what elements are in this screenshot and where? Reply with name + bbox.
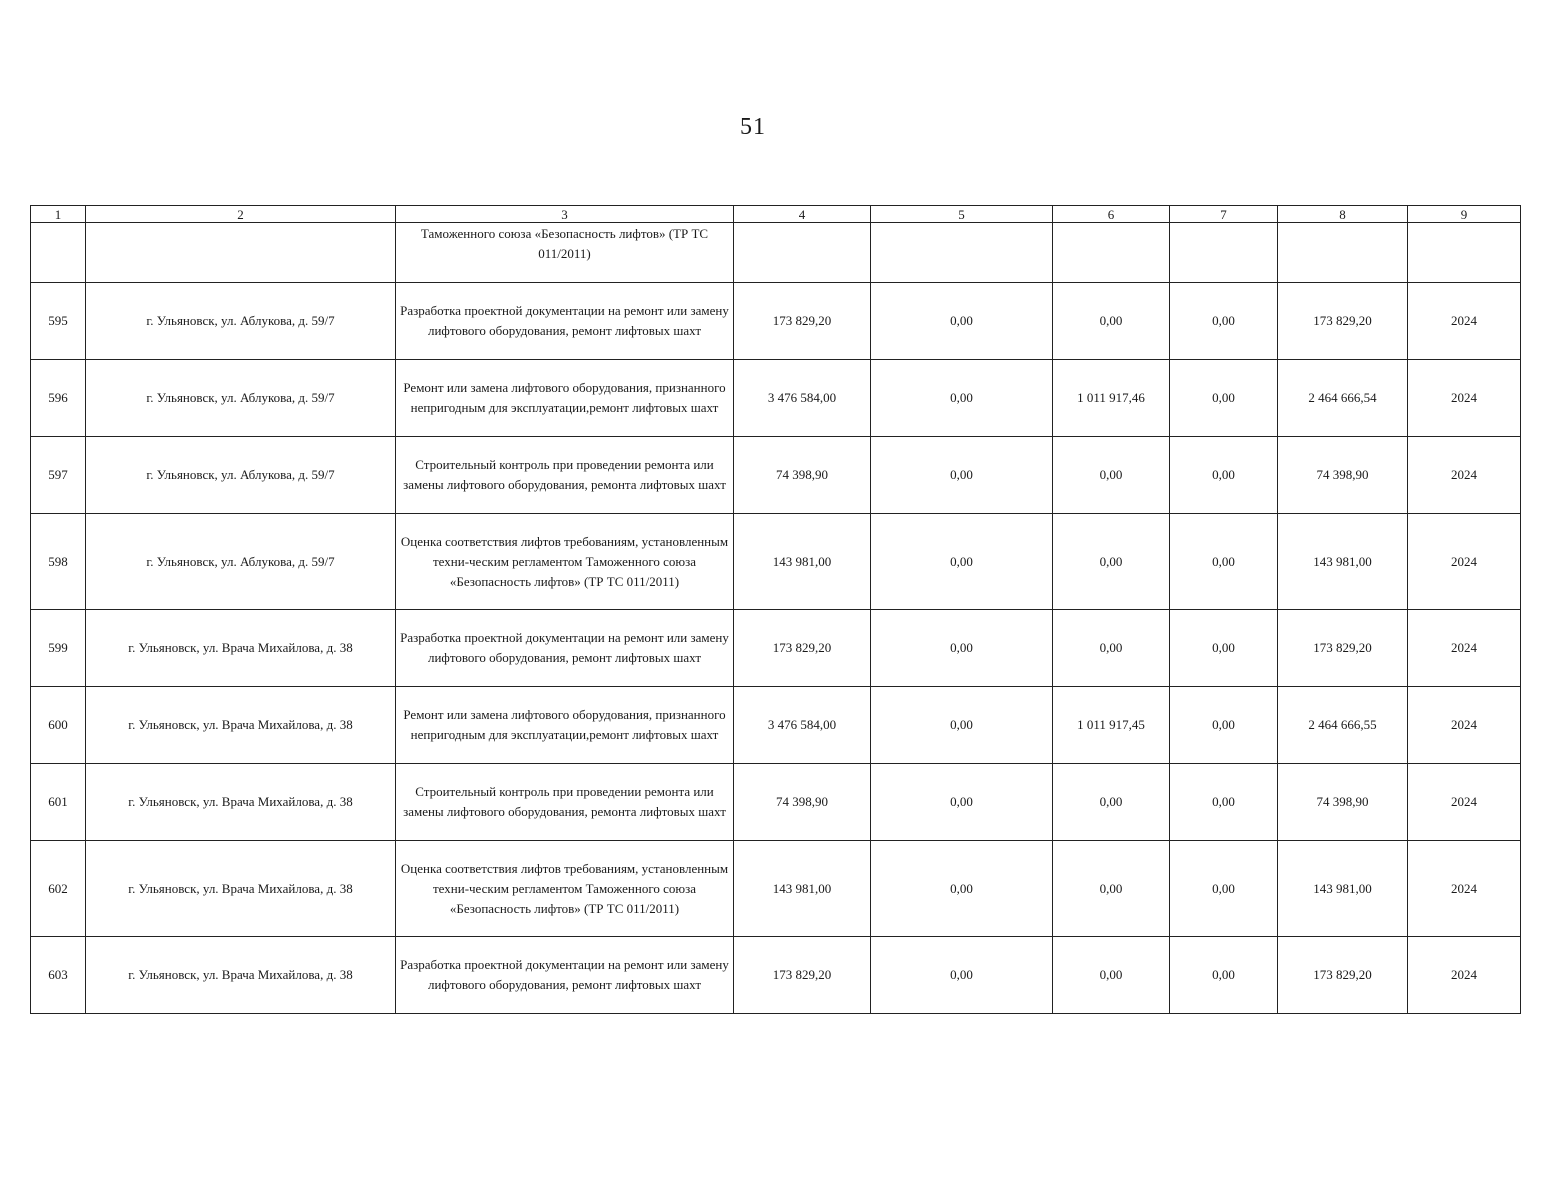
- work-type-cell: Оценка соответствия лифтов требованиям, установленным техни-ческим регламентом Таможенного союза «Безопасность лифтов» (ТР ТС 011/2011): [396, 841, 734, 937]
- empty-cell: [86, 223, 396, 283]
- amount-cell-col7: 0,00: [1170, 610, 1278, 687]
- amount-cell-col5: 0,00: [871, 437, 1053, 514]
- year-cell: 2024: [1408, 937, 1521, 1014]
- amount-cell-col6: 0,00: [1053, 283, 1170, 360]
- row-number: 603: [31, 937, 86, 1014]
- column-number: 7: [1170, 206, 1278, 223]
- table-row: [31, 610, 1521, 687]
- column-number: 5: [871, 206, 1053, 223]
- year-cell: 2024: [1408, 610, 1521, 687]
- amount-cell-col4: 3 476 584,00: [734, 687, 871, 764]
- year-cell: 2024: [1408, 437, 1521, 514]
- table-row: [31, 841, 1521, 937]
- amount-cell-col8: 2 464 666,54: [1278, 360, 1408, 437]
- table-row: [31, 937, 1521, 1014]
- table-row: [31, 514, 1521, 610]
- amount-cell-col4: 3 476 584,00: [734, 360, 871, 437]
- work-type-cell: Разработка проектной документации на ремонт или замену лифтового оборудования, ремонт лифтовых шахт: [396, 283, 734, 360]
- row-number: 596: [31, 360, 86, 437]
- year-cell: 2024: [1408, 764, 1521, 841]
- column-number: 6: [1053, 206, 1170, 223]
- column-number: 9: [1408, 206, 1521, 223]
- year-cell: 2024: [1408, 360, 1521, 437]
- column-number-row: [31, 206, 1521, 223]
- carryover-row: [31, 223, 1521, 283]
- amount-cell-col4: 173 829,20: [734, 937, 871, 1014]
- column-number: 4: [734, 206, 871, 223]
- amount-cell-col4: 173 829,20: [734, 283, 871, 360]
- amount-cell-col7: 0,00: [1170, 437, 1278, 514]
- page-number: 51: [740, 114, 766, 140]
- row-number: 601: [31, 764, 86, 841]
- amount-cell-col5: 0,00: [871, 514, 1053, 610]
- row-number: 597: [31, 437, 86, 514]
- row-number: 598: [31, 514, 86, 610]
- amount-cell-col4: 74 398,90: [734, 437, 871, 514]
- amount-cell-col5: 0,00: [871, 283, 1053, 360]
- row-number: 599: [31, 610, 86, 687]
- amount-cell-col6: 0,00: [1053, 764, 1170, 841]
- amount-cell-col6: 0,00: [1053, 937, 1170, 1014]
- amount-cell-col4: 143 981,00: [734, 841, 871, 937]
- row-number: 595: [31, 283, 86, 360]
- amount-cell-col5: 0,00: [871, 841, 1053, 937]
- amount-cell-col8: 74 398,90: [1278, 437, 1408, 514]
- address-cell: г. Ульяновск, ул. Врача Михайлова, д. 38: [86, 687, 396, 764]
- carryover-text: Таможенного союза «Безопасность лифтов» (ТР ТС 011/2011): [396, 223, 734, 283]
- amount-cell-col5: 0,00: [871, 764, 1053, 841]
- column-number: 3: [396, 206, 734, 223]
- column-number: 1: [31, 206, 86, 223]
- empty-cell: [31, 223, 86, 283]
- amount-cell-col7: 0,00: [1170, 360, 1278, 437]
- amount-cell-col7: 0,00: [1170, 841, 1278, 937]
- empty-cell: [871, 223, 1053, 283]
- empty-cell: [1278, 223, 1408, 283]
- table-row: [31, 360, 1521, 437]
- address-cell: г. Ульяновск, ул. Аблукова, д. 59/7: [86, 437, 396, 514]
- amount-cell-col7: 0,00: [1170, 937, 1278, 1014]
- address-cell: г. Ульяновск, ул. Врача Михайлова, д. 38: [86, 610, 396, 687]
- amount-cell-col6: 1 011 917,46: [1053, 360, 1170, 437]
- year-cell: 2024: [1408, 841, 1521, 937]
- amount-cell-col7: 0,00: [1170, 687, 1278, 764]
- amount-cell-col6: 0,00: [1053, 437, 1170, 514]
- address-cell: г. Ульяновск, ул. Аблукова, д. 59/7: [86, 360, 396, 437]
- amount-cell-col6: 0,00: [1053, 610, 1170, 687]
- work-type-cell: Разработка проектной документации на ремонт или замену лифтового оборудования, ремонт лифтовых шахт: [396, 937, 734, 1014]
- table-row: [31, 283, 1521, 360]
- amount-cell-col4: 173 829,20: [734, 610, 871, 687]
- year-cell: 2024: [1408, 514, 1521, 610]
- address-cell: г. Ульяновск, ул. Врача Михайлова, д. 38: [86, 937, 396, 1014]
- work-type-cell: Строительный контроль при проведении ремонта или замены лифтового оборудования, ремонта лифтовых шахт: [396, 764, 734, 841]
- year-cell: 2024: [1408, 687, 1521, 764]
- amount-cell-col7: 0,00: [1170, 514, 1278, 610]
- amount-cell-col8: 173 829,20: [1278, 937, 1408, 1014]
- amount-cell-col5: 0,00: [871, 937, 1053, 1014]
- work-type-cell: Разработка проектной документации на ремонт или замену лифтового оборудования, ремонт лифтовых шахт: [396, 610, 734, 687]
- address-cell: г. Ульяновск, ул. Врача Михайлова, д. 38: [86, 841, 396, 937]
- work-type-cell: Строительный контроль при проведении ремонта или замены лифтового оборудования, ремонта лифтовых шахт: [396, 437, 734, 514]
- amount-cell-col6: 0,00: [1053, 841, 1170, 937]
- amount-cell-col8: 173 829,20: [1278, 610, 1408, 687]
- table-row: [31, 437, 1521, 514]
- work-type-cell: Оценка соответствия лифтов требованиям, установленным техни-ческим регламентом Таможенного союза «Безопасность лифтов» (ТР ТС 011/2011): [396, 514, 734, 610]
- amount-cell-col5: 0,00: [871, 360, 1053, 437]
- amount-cell-col5: 0,00: [871, 687, 1053, 764]
- address-cell: г. Ульяновск, ул. Врача Михайлова, д. 38: [86, 764, 396, 841]
- amount-cell-col8: 173 829,20: [1278, 283, 1408, 360]
- work-type-cell: Ремонт или замена лифтового оборудования, признанного непригодным для эксплуатации,ремонт лифтовых шахт: [396, 360, 734, 437]
- row-number: 602: [31, 841, 86, 937]
- amount-cell-col4: 143 981,00: [734, 514, 871, 610]
- amount-cell-col8: 143 981,00: [1278, 514, 1408, 610]
- address-cell: г. Ульяновск, ул. Аблукова, д. 59/7: [86, 283, 396, 360]
- amount-cell-col4: 74 398,90: [734, 764, 871, 841]
- row-number: 600: [31, 687, 86, 764]
- amount-cell-col7: 0,00: [1170, 764, 1278, 841]
- repair-register-table: [30, 205, 1521, 1014]
- address-cell: г. Ульяновск, ул. Аблукова, д. 59/7: [86, 514, 396, 610]
- amount-cell-col5: 0,00: [871, 610, 1053, 687]
- amount-cell-col8: 2 464 666,55: [1278, 687, 1408, 764]
- amount-cell-col6: 1 011 917,45: [1053, 687, 1170, 764]
- work-type-cell: Ремонт или замена лифтового оборудования, признанного непригодным для эксплуатации,ремонт лифтовых шахт: [396, 687, 734, 764]
- amount-cell-col7: 0,00: [1170, 283, 1278, 360]
- column-number: 8: [1278, 206, 1408, 223]
- empty-cell: [734, 223, 871, 283]
- year-cell: 2024: [1408, 283, 1521, 360]
- column-number: 2: [86, 206, 396, 223]
- amount-cell-col8: 143 981,00: [1278, 841, 1408, 937]
- empty-cell: [1170, 223, 1278, 283]
- empty-cell: [1053, 223, 1170, 283]
- empty-cell: [1408, 223, 1521, 283]
- amount-cell-col8: 74 398,90: [1278, 764, 1408, 841]
- table-row: [31, 764, 1521, 841]
- amount-cell-col6: 0,00: [1053, 514, 1170, 610]
- table-row: [31, 687, 1521, 764]
